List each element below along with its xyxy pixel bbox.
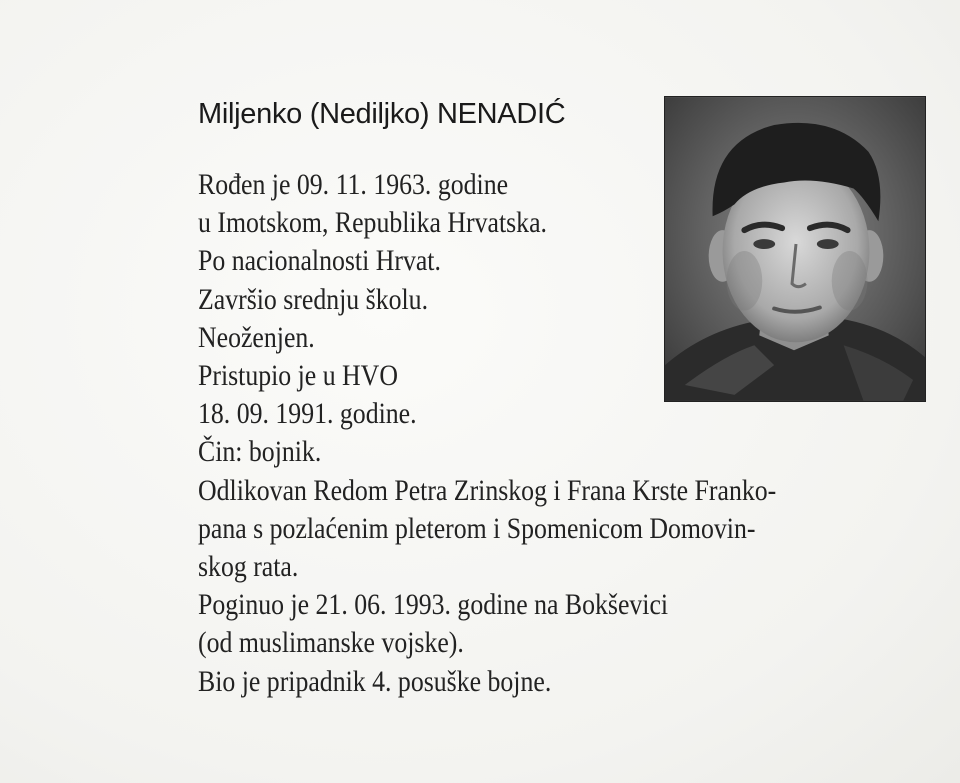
bio-line: u Imotskom, Republika Hrvatska. xyxy=(198,206,547,240)
bio-line: Čin: bojnik. xyxy=(198,435,322,469)
bio-line: Odlikovan Redom Petra Zrinskog i Frana Krste Franko- xyxy=(198,473,777,507)
bio-line: pana s pozlaćenim pleterom i Spomenicom Domovin- xyxy=(198,511,756,545)
bio-line: 18. 09. 1991. godine. xyxy=(198,397,417,431)
bio-line: Rođen je 09. 11. 1963. godine xyxy=(198,168,509,201)
bio-line: Završio srednju školu. xyxy=(198,282,429,316)
bio-line: Po nacionalnosti Hrvat. xyxy=(198,244,441,278)
bio-line: Pristupio je u HVO xyxy=(198,359,398,393)
bio-line: Neoženjen. xyxy=(198,320,315,354)
biography-text xyxy=(198,166,834,701)
person-name-heading: Miljenko (Nediljko) NENADIĆ xyxy=(198,98,566,130)
bio-line: (od muslimanske vojske). xyxy=(198,626,464,660)
bio-line: skog rata. xyxy=(198,550,299,584)
bio-line: Poginuo je 21. 06. 1993. godine na Bokševici xyxy=(198,588,669,622)
bio-line: Bio je pripadnik 4. posuške bojne. xyxy=(198,664,552,698)
